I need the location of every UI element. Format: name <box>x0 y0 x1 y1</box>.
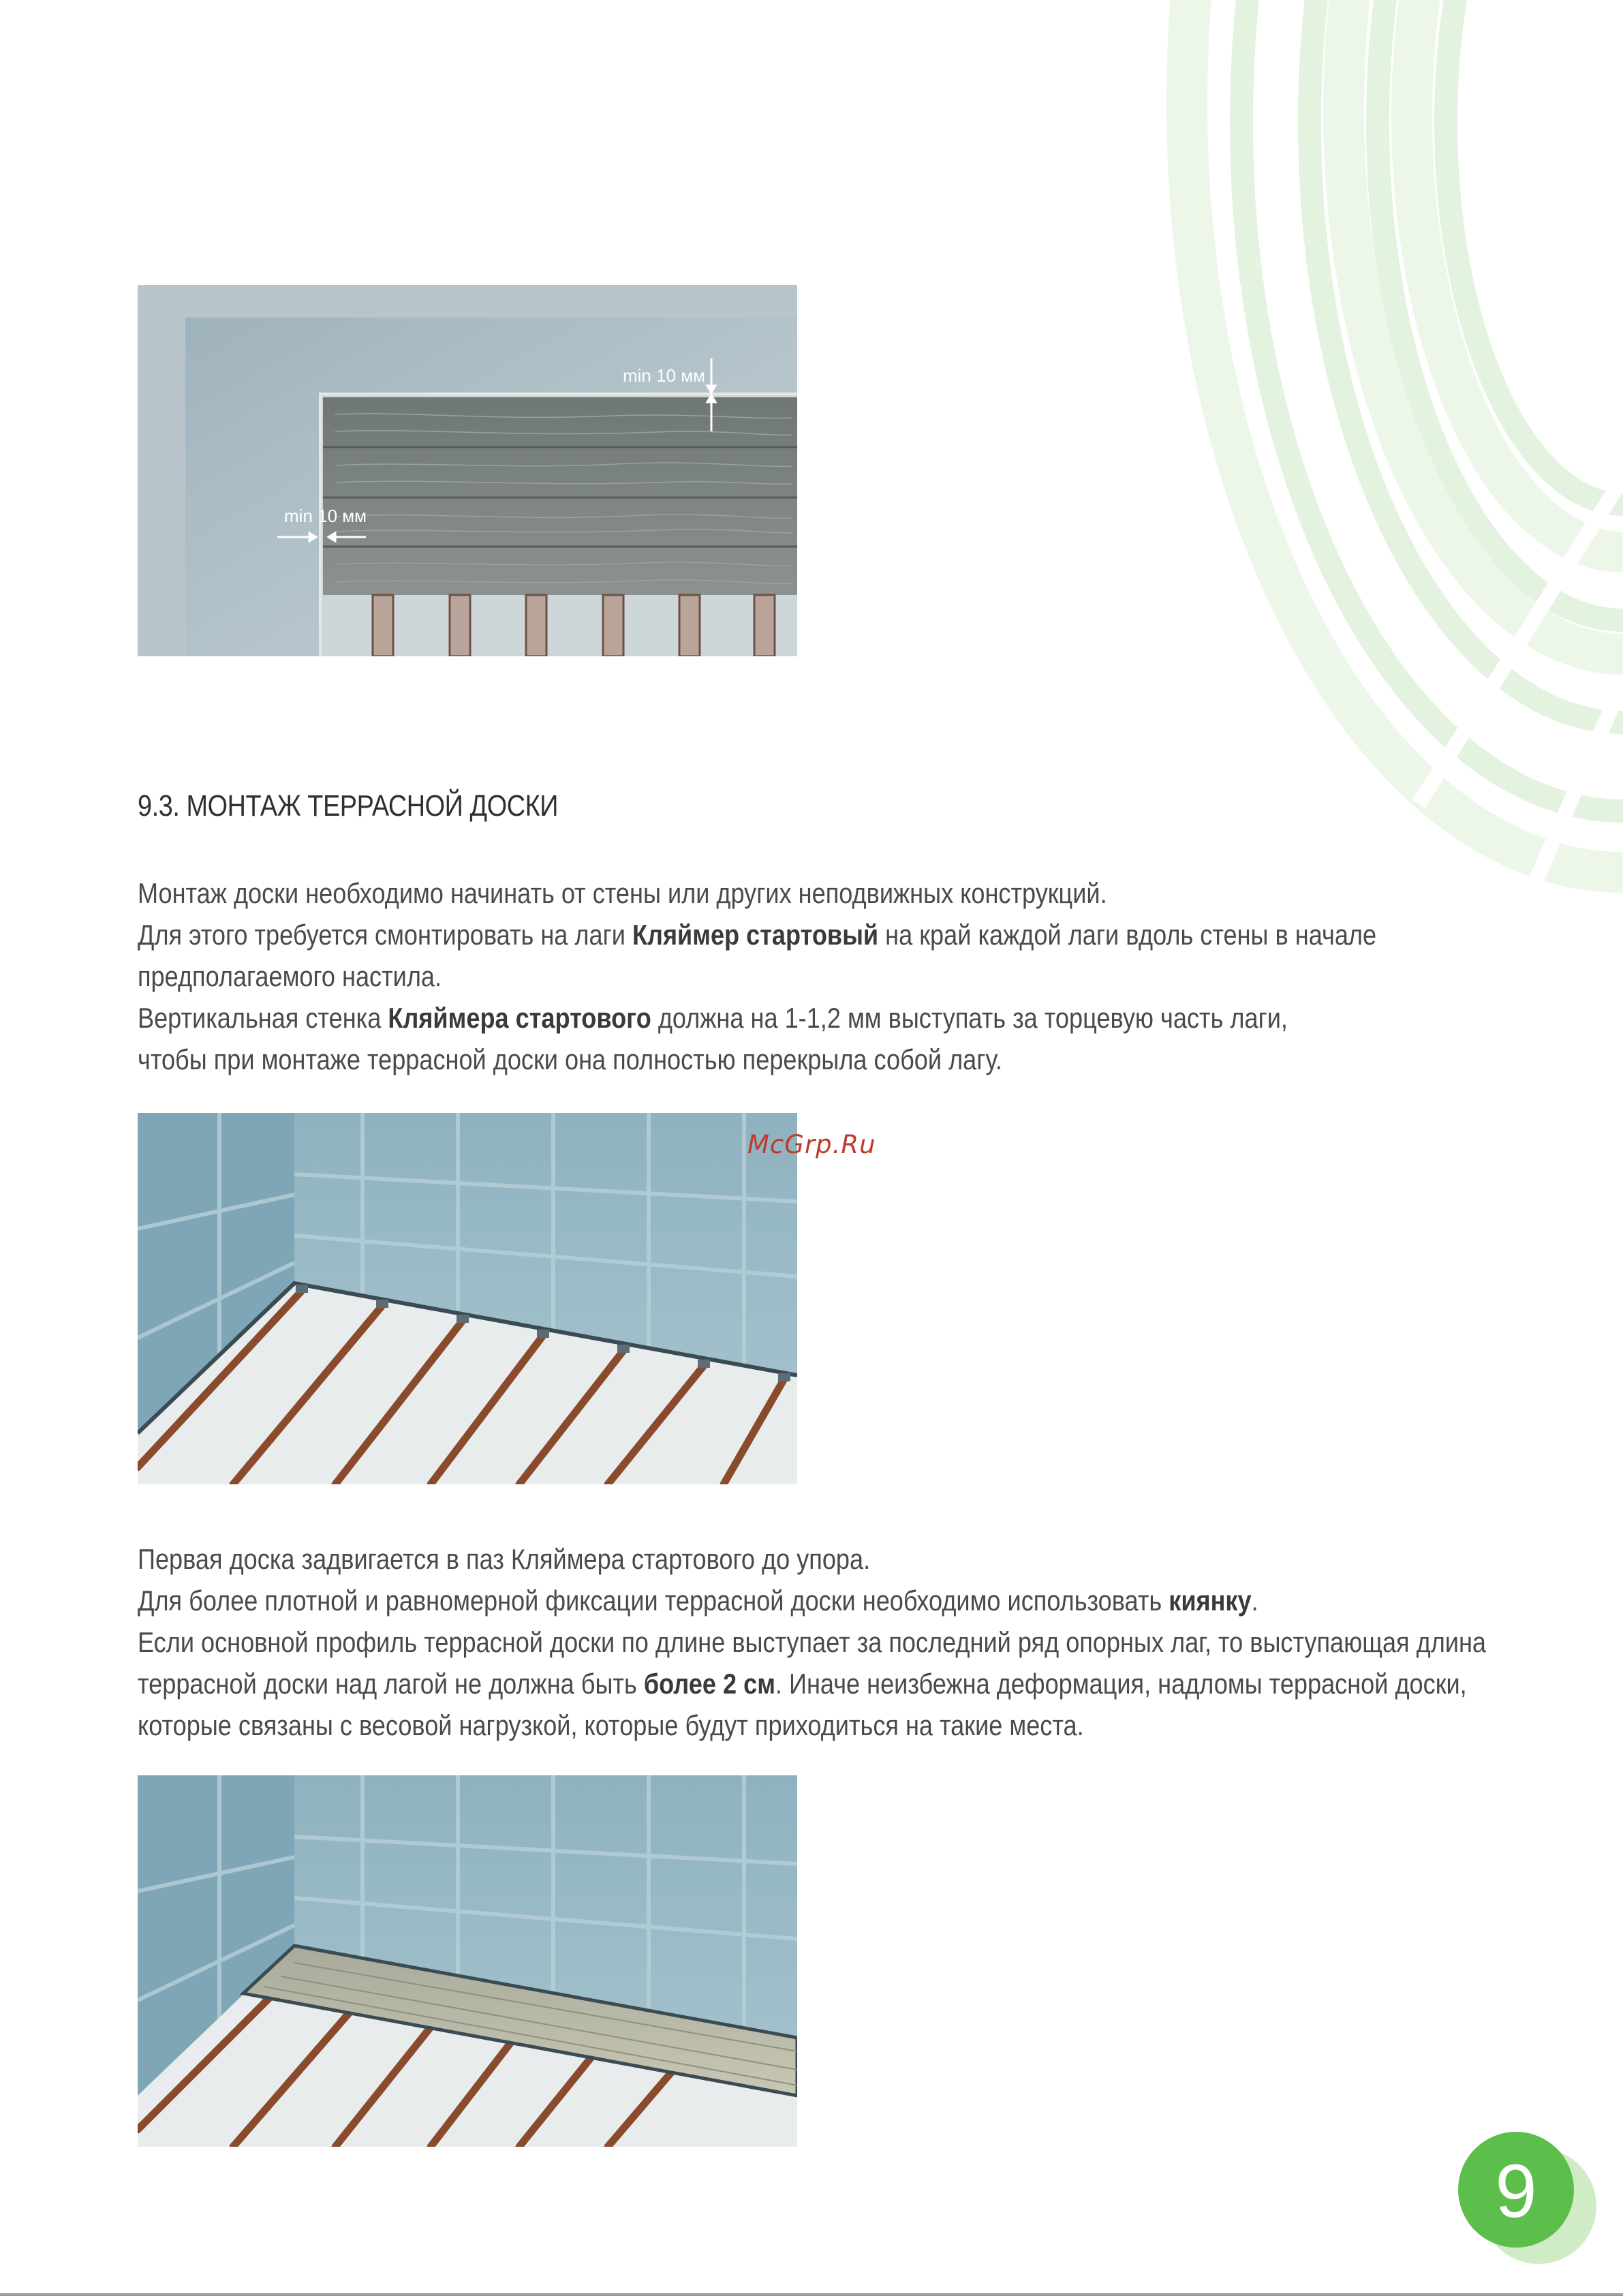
figure-board-gap-top-view <box>138 285 797 656</box>
text-line: Для более плотной и равномерной фиксации террасной доски необходимо использовать киянку. <box>138 1585 1258 1617</box>
text-line: Монтаж доски необходимо начинать от стены или других неподвижных конструкций. <box>138 877 1107 909</box>
watermark-text: McGrp.Ru <box>747 1130 876 1159</box>
section-heading: 9.3. МОНТАЖ ТЕРРАСНОЙ ДОСКИ <box>138 789 558 823</box>
dimension-label-top: min 10 мм <box>623 365 706 386</box>
text-line: Если основной профиль террасной доски по длине выступает за последний ряд опорных лаг, то выступающая длина <box>138 1626 1487 1658</box>
paragraph-first-board <box>138 1538 1487 1746</box>
paragraph-intro <box>138 872 1474 1080</box>
text-line: Для этого требуется смонтировать на лаги Кляймер стартовый на край каждой лаги вдоль стены в начале <box>138 919 1377 951</box>
text-line: Вертикальная стенка Кляймера стартового должна на 1-1,2 мм выступать за торцевую часть лаги, <box>138 1002 1288 1034</box>
text-line: террасной доски над лагой не должна быть более 2 см. Иначе неизбежна деформация, надломы террасной доски, <box>138 1668 1467 1700</box>
text-line: предполагаемого настила. <box>138 960 442 992</box>
dimension-label-left: min 10 мм <box>284 506 367 526</box>
page-number: 9 <box>1495 2149 1537 2233</box>
bottom-rule <box>0 2293 1623 2296</box>
tree-rings-decoration <box>942 0 1623 900</box>
text-line: которые связаны с весовой нагрузкой, которые будут приходиться на такие места. <box>138 1709 1084 1741</box>
figure-joists-with-start-clips <box>138 1113 797 1484</box>
figure-first-board-installed <box>138 1775 797 2147</box>
text-line: Первая доска задвигается в паз Кляймера стартового до упора. <box>138 1543 871 1575</box>
text-line: чтобы при монтаже террасной доски она полностью перекрыла собой лагу. <box>138 1043 1002 1075</box>
